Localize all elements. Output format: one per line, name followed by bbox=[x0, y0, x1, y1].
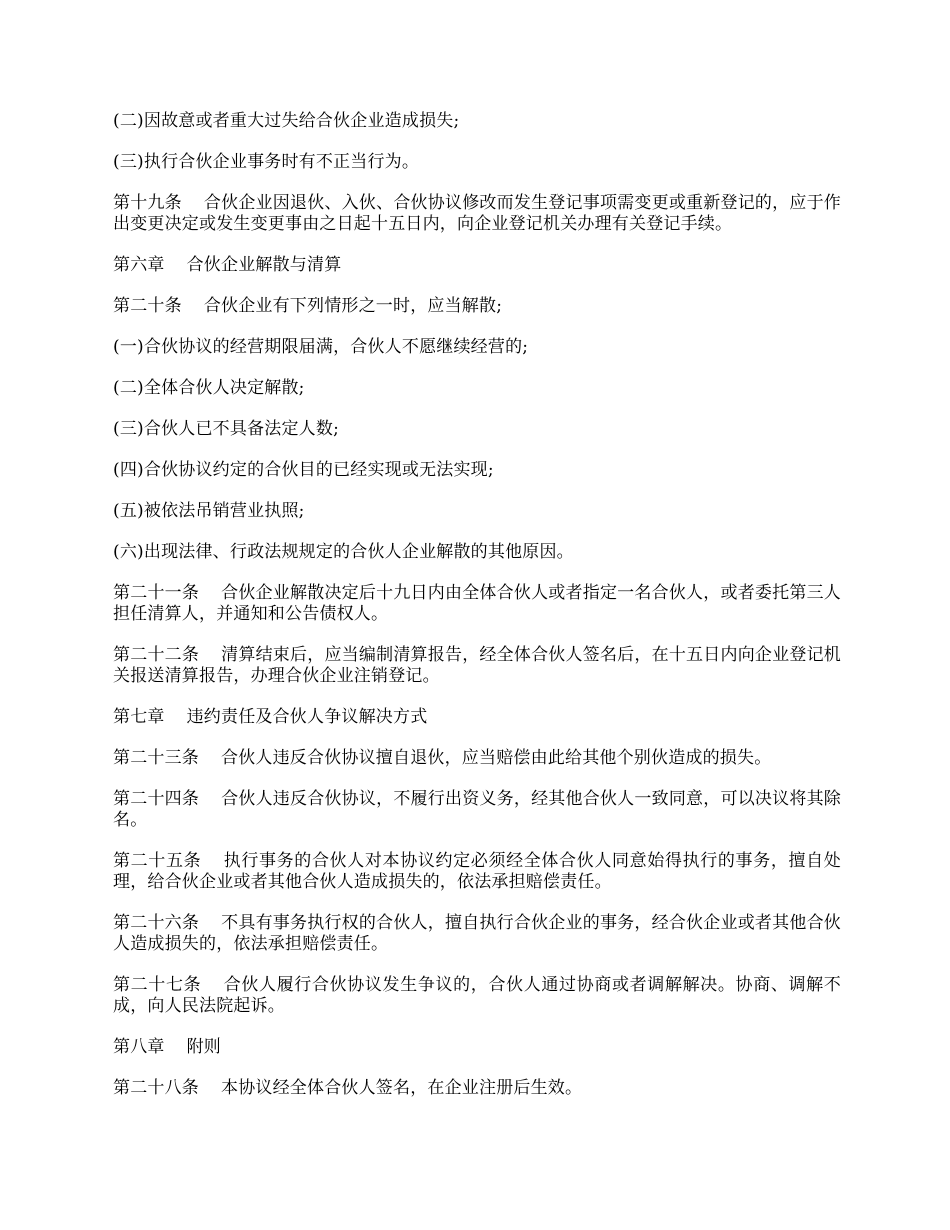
clause-text: (三)合伙人已不具备法定人数; bbox=[113, 419, 339, 439]
article-number: 第二十四条 bbox=[113, 789, 200, 809]
clause-item bbox=[113, 111, 841, 132]
article-number: 第二十八条 bbox=[113, 1078, 199, 1098]
article-number: 第二十三条 bbox=[113, 748, 199, 768]
chapter-number: 第七章 bbox=[113, 707, 165, 727]
chapter-heading bbox=[113, 255, 841, 276]
clause-text: (四)合伙协议约定的合伙目的已经实现或无法实现; bbox=[113, 460, 494, 480]
article-paragraph bbox=[113, 748, 841, 769]
article-number: 第二十二条 bbox=[113, 645, 200, 665]
clause-item bbox=[113, 419, 841, 440]
clause-item bbox=[113, 337, 841, 358]
article-paragraph bbox=[113, 645, 841, 687]
article-paragraph bbox=[113, 789, 841, 831]
clause-item bbox=[113, 542, 841, 563]
chapter-number: 第八章 bbox=[113, 1037, 165, 1057]
chapter-title: 合伙企业解散与清算 bbox=[186, 255, 342, 275]
clause-text: (三)执行合伙企业事务时有不正当行为。 bbox=[113, 152, 420, 172]
article-number: 第十九条 bbox=[113, 193, 182, 213]
clause-item bbox=[113, 152, 841, 173]
article-paragraph bbox=[113, 975, 841, 1017]
chapter-title: 附则 bbox=[186, 1037, 222, 1057]
article-number: 第二十五条 bbox=[113, 851, 202, 871]
clause-text: (五)被依法吊销营业执照; bbox=[113, 501, 305, 521]
article-number: 第二十七条 bbox=[113, 975, 202, 995]
article-number: 第二十条 bbox=[113, 296, 182, 316]
clause-text: (二)全体合伙人决定解散; bbox=[113, 378, 305, 398]
article-paragraph bbox=[113, 296, 841, 317]
article-paragraph bbox=[113, 1078, 841, 1099]
article-number: 第二十六条 bbox=[113, 913, 200, 933]
clause-text: (二)因故意或者重大过失给合伙企业造成损失; bbox=[113, 111, 460, 131]
article-text: 合伙人违反合伙协议，不履行出资义务，经其他合伙人一致同意，可以决议将其除名。 bbox=[113, 789, 842, 830]
article-paragraph bbox=[113, 583, 841, 625]
clause-item bbox=[113, 378, 841, 399]
clause-item bbox=[113, 501, 841, 522]
article-paragraph bbox=[113, 851, 841, 893]
chapter-heading bbox=[113, 1037, 841, 1058]
article-text: 执行事务的合伙人对本协议约定必须经全体合伙人同意始得执行的事务，擅自处理，给合伙企业或者其他合伙人造成损失的，依法承担赔偿责任。 bbox=[113, 851, 841, 892]
clause-text: (一)合伙协议的经营期限届满，合伙人不愿继续经营的; bbox=[113, 337, 529, 357]
article-text: 清算结束后，应当编制清算报告，经全体合伙人签名后，在十五日内向企业登记机关报送清算报告，办理合伙企业注销登记。 bbox=[113, 645, 842, 686]
article-text: 不具有事务执行权的合伙人，擅自执行合伙企业的事务，经合伙企业或者其他合伙人造成损失的，依法承担赔偿责任。 bbox=[113, 913, 842, 954]
article-paragraph bbox=[113, 193, 841, 235]
article-text: 合伙企业有下列情形之一时，应当解散; bbox=[203, 296, 503, 316]
article-text: 合伙企业因退伙、入伙、合伙协议修改而发生登记事项需变更或重新登记的，应于作出变更决定或发生变更事由之日起十五日内，向企业登记机关办理有关登记手续。 bbox=[113, 193, 841, 234]
article-number: 第二十一条 bbox=[113, 583, 200, 603]
clause-text: (六)出现法律、行政法规规定的合伙人企业解散的其他原因。 bbox=[113, 542, 574, 562]
clause-item bbox=[113, 460, 841, 481]
article-paragraph bbox=[113, 913, 841, 955]
chapter-heading bbox=[113, 707, 841, 728]
article-text: 合伙人履行合伙协议发生争议的，合伙人通过协商或者调解解决。协商、调解不成，向人民法院起诉。 bbox=[113, 975, 841, 1016]
article-text: 合伙企业解散决定后十九日内由全体合伙人或者指定一名合伙人，或者委托第三人担任清算人，并通知和公告债权人。 bbox=[113, 583, 842, 624]
document-body bbox=[113, 111, 841, 1119]
article-text: 合伙人违反合伙协议擅自退伙，应当赔偿由此给其他个别伙造成的损失。 bbox=[221, 748, 772, 768]
article-text: 本协议经全体合伙人签名，在企业注册后生效。 bbox=[221, 1078, 583, 1098]
chapter-title: 违约责任及合伙人争议解决方式 bbox=[186, 707, 428, 727]
chapter-number: 第六章 bbox=[113, 255, 165, 275]
